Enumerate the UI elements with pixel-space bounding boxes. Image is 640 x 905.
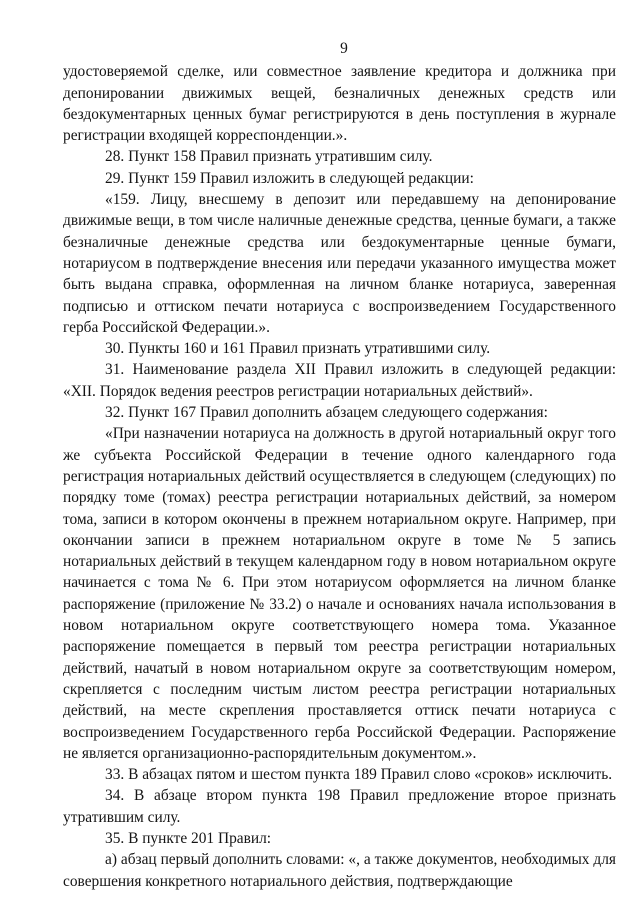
paragraph: 29. Пункт 159 Правил изложить в следующей редакции:	[105, 169, 474, 187]
document-body	[63, 61, 616, 892]
paragraph: 31. Наименование раздела XII Правил изложить в следующей редакции: «XII. Порядок ведения реестров регистрации нотариальных действий».	[63, 361, 616, 400]
paragraph: «При назначении нотариуса на должность в другой нотариальный округ того же субъекта Российской Федерации в течение одного календарного года регистрация нотариальных действий осуществляется в следующем (следующих) по порядку томе (томах) реестра регистрации нотариальных действий, за номером тома, записи в котором окончены в прежнем нотариальном округе. Например, при окончании записи в прежнем нотариальном округе в томе № 5 запись нотариальных действий в текущем календарном году в новом нотариальном округе начинается с тома № 6. При этом нотариусом оформляется на личном бланке распоряжение (приложение № 33.2) о начале и основаниях начала использования в новом нотариальном округе соответствующего номера тома. Указанное распоряжение помещается в первый том реестра регистрации нотариальных действий, начатый в новом нотариальном округе за соответствующим номером, скрепляется с последним чистым листом реестра регистрации нотариальных действий, на месте скрепления проставляется оттиск печати нотариуса с воспроизведением Государственного герба Российской Федерации. Распоряжение не является организационно-распорядительным документом.».	[63, 425, 616, 762]
paragraph: 34. В абзаце втором пункта 198 Правил предложение второе признать утратившим силу.	[63, 787, 616, 826]
page-number: 9	[340, 40, 348, 57]
paragraph: 30. Пункты 160 и 161 Правил признать утратившими силу.	[105, 340, 491, 358]
paragraph: а) абзац первый дополнить словами: «, а также документов, необходимых для совершения конкретного нотариального действия, подтверждающие	[63, 851, 616, 890]
paragraph: удостоверяемой сделке, или совместное заявление кредитора и должника при депонировании движимых вещей, безналичных денежных средств или бездокументарных ценных бумаг регистрируются в день поступления в журнале регистрации входящей корреспонденции.».	[63, 63, 616, 145]
paragraph: 35. В пункте 201 Правил:	[105, 829, 272, 847]
paragraph: 28. Пункт 158 Правил признать утратившим силу.	[105, 148, 433, 166]
paragraph: «159. Лицу, внесшему в депозит или передавшему на депонирование движимые вещи, в том числе наличные денежные средства, ценные бумаги, а также безналичные денежные средства или бездокументарные ценные бумаги, нотариусом в подтверждение внесения или передачи указанного имущества может быть выдана справка, оформленная на личном бланке нотариуса, заверенная подписью и оттиском печати нотариуса с воспроизведением Государственного герба Российской Федерации.».	[63, 191, 616, 336]
paragraph: 32. Пункт 167 Правил дополнить абзацем следующего содержания:	[105, 404, 548, 422]
paragraph: 33. В абзацах пятом и шестом пункта 189 Правил слово «сроков» исключить.	[105, 766, 613, 784]
